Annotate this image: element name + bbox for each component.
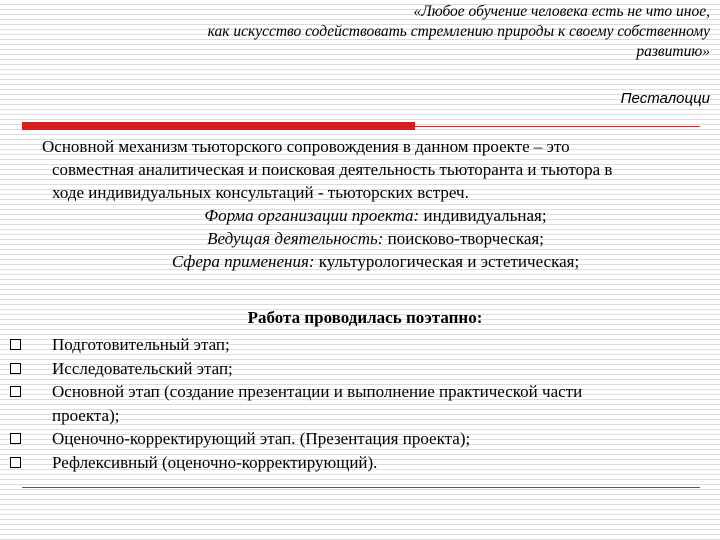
detail-label: Форма организации проекта: (204, 206, 420, 225)
list-item-text: Исследовательский этап; (52, 358, 233, 378)
paragraph-line: совместная аналитическая и поисковая деятельность тьюторанта и тьютора в (52, 160, 613, 179)
detail-activity (38, 227, 713, 250)
list-item-text: Подготовительный этап; (52, 335, 230, 354)
square-bullet-icon (10, 386, 21, 397)
epigraph-line: развитию» (636, 43, 710, 60)
square-bullet-icon (10, 339, 21, 350)
epigraph-quote (70, 2, 710, 62)
paragraph-line: Основной механизм тьюторского сопровождения в данном проекте – это (42, 137, 570, 156)
list-item (0, 451, 720, 475)
list-item (0, 357, 720, 381)
detail-value: индивидуальная; (419, 206, 547, 225)
bottom-rule (22, 487, 700, 488)
list-item-text: Основной этап (создание презентации и выполнение практической части (52, 382, 583, 401)
accent-bar (22, 122, 415, 130)
list-item-text: проекта); (52, 405, 120, 425)
detail-label: Сфера применения: (171, 252, 315, 271)
paragraph-line: ходе индивидуальных консультаций - тьюторских встреч. (52, 183, 469, 202)
detail-scope (38, 250, 713, 273)
list-item-text: Рефлексивный (оценочно-корректирующий). (52, 452, 378, 472)
list-item (0, 427, 720, 451)
list-item (0, 380, 720, 427)
epigraph-line: как искусство содействовать стремлению природы к своему собственному (207, 23, 710, 40)
square-bullet-icon (10, 457, 21, 468)
list-item-text: Оценочно-корректирующий этап. (Презентация проекта); (52, 429, 471, 448)
list-item (0, 333, 720, 357)
stages-list (0, 333, 720, 474)
detail-value: культурологическая и эстетическая; (314, 252, 580, 271)
detail-label: Ведущая деятельность: (207, 229, 384, 248)
square-bullet-icon (10, 363, 21, 374)
main-paragraph (38, 135, 713, 273)
epigraph-line: «Любое обучение человека есть не что иное, (413, 3, 710, 20)
detail-value: поисково-творческая; (383, 229, 544, 248)
stages-title: Работа проводилась поэтапно: (247, 308, 483, 327)
square-bullet-icon (10, 433, 21, 444)
epigraph-author: Песталоцци (620, 90, 710, 107)
detail-form (38, 204, 713, 227)
